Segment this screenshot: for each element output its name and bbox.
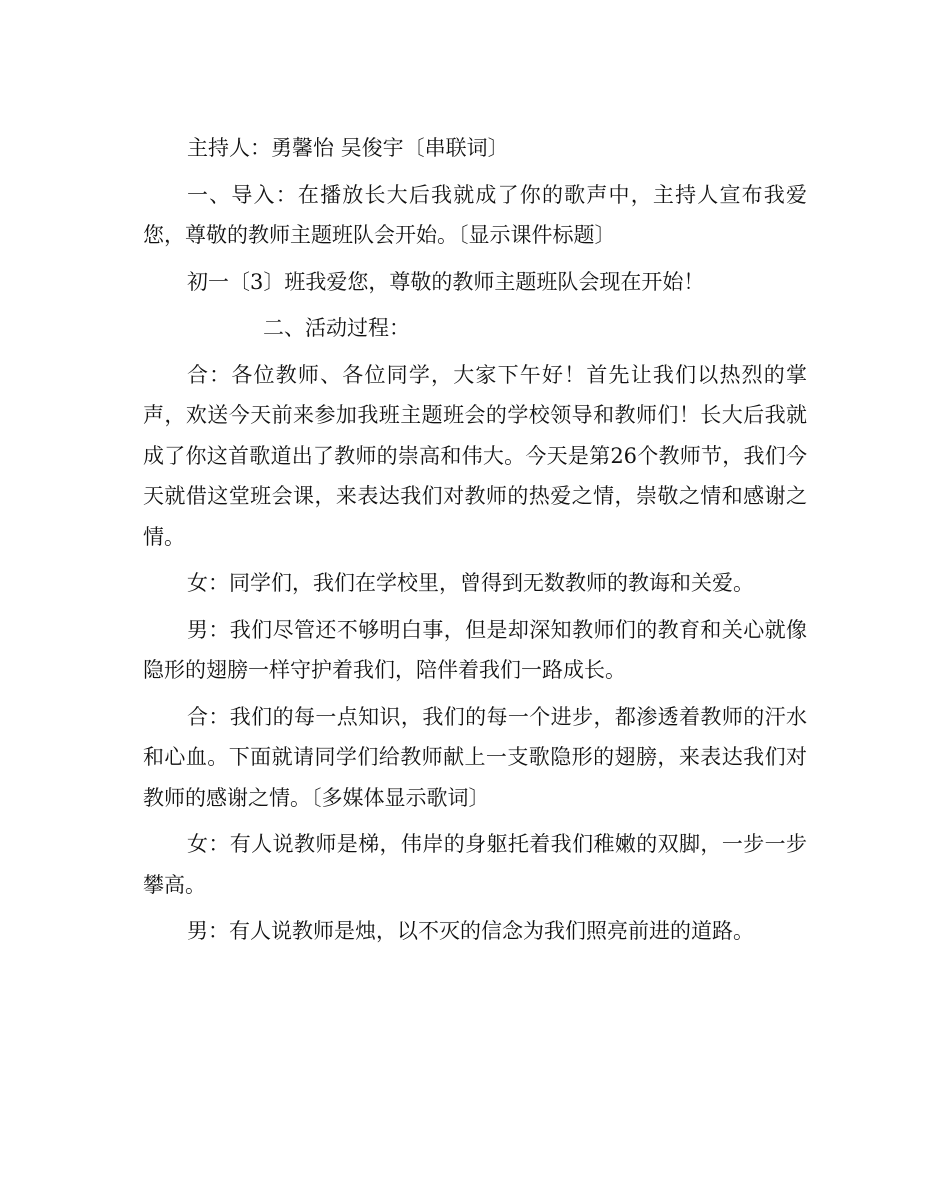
document-body [143,128,807,958]
dialogue-paragraph: 男：我们尽管还不够明白事，但是却深知教师们的教育和关心就像隐形的翅膀一样守护着我们，陪伴着我们一路成长。 [143,617,807,682]
dialogue-paragraph: 女：有人说教师是梯，伟岸的身躯托着我们稚嫩的双脚，一步一步攀高。 [143,832,807,897]
dialogue-paragraph: 女：同学们，我们在学校里，曾得到无数教师的教诲和关爱。 [187,571,754,595]
class-opening-line: 初一〔3〕班我爱您，尊敬的教师主题班队会现在开始！ [187,269,705,294]
intro-paragraph: 一、导入：在播放长大后我就成了你的歌声中，主持人宣布我爱您，尊敬的教师主题班队会开始。〔显示课件标题〕 [143,182,807,247]
dialogue-paragraph: 合：各位教师、各位同学，大家下午好！首先让我们以热烈的掌声，欢送今天前来参加我班主题班会的学校领导和教师们！长大后我就成了你这首歌道出了教师的崇高和伟大。今天是第26个教师节，我们今天就借这堂班会课，来表达我们对教师的热爱之情，崇敬之情和感谢之情。 [143,362,807,549]
dialogue-paragraph: 男：有人说教师是烛，以不灭的信念为我们照亮前进的道路。 [187,919,754,943]
section-heading: 二、活动过程： [263,316,410,340]
dialogue-paragraph: 合：我们的每一点知识，我们的每一个进步，都渗透着教师的汗水和心血。下面就请同学们给教师献上一支歌隐形的翅膀，来表达我们对教师的感谢之情。〔多媒体显示歌词〕 [143,704,807,810]
host-line: 主持人：勇馨怡 吴俊宇〔串联词〕 [187,136,509,160]
